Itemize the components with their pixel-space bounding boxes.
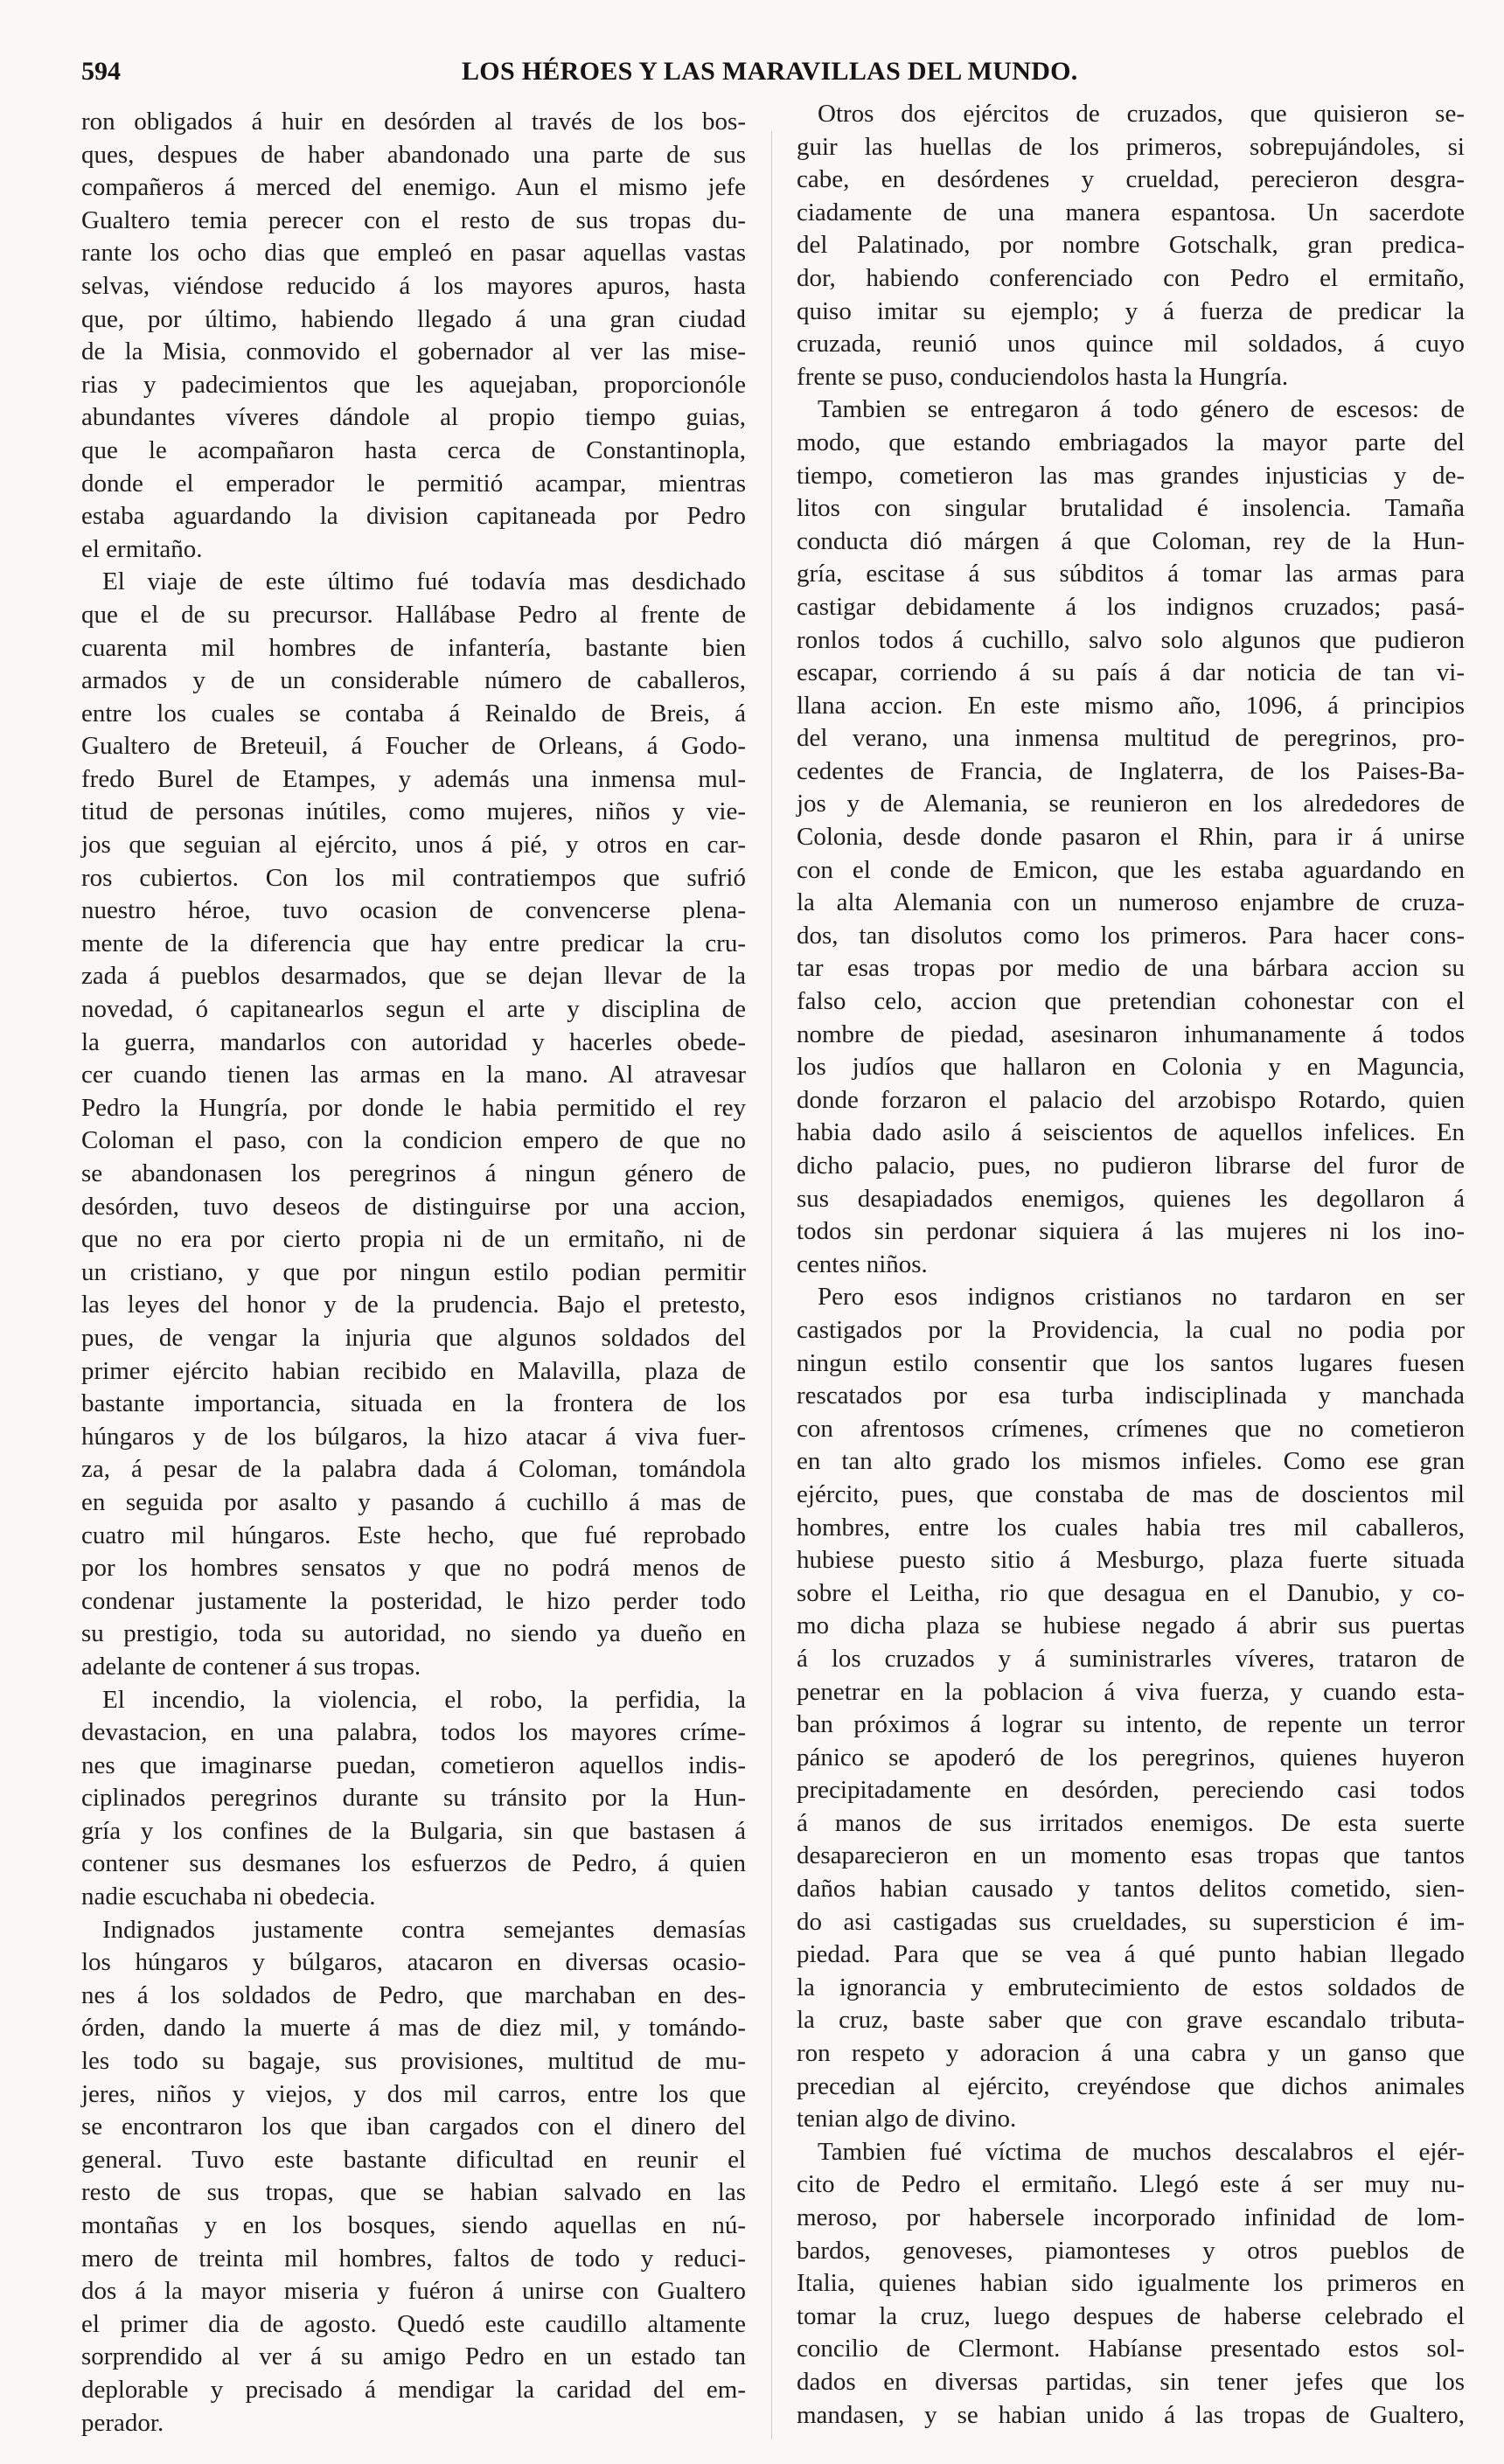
paragraph [797, 2136, 1465, 2432]
text-line: que no era por cierto propia ni de un ermitaño, ni de [81, 1225, 746, 1254]
text-line: pues, de vengar la injuria que algunos soldados del [81, 1323, 746, 1352]
text-line: húngaros y de los búlgaros, la hizo atacar á viva fuer- [81, 1422, 746, 1451]
text-line: los húngaros y búlgaros, atacaron en diversas ocasio- [81, 1948, 746, 1977]
text-line: ejército, pues, que constaba de mas de doscientos mil [797, 1479, 1465, 1508]
text-line: que, por último, habiendo llegado á una gran ciudad [81, 304, 746, 333]
text-line: Otros dos ejércitos de cruzados, que quisieron se- [818, 100, 1465, 128]
text-line: meroso, por habersele incorporado infinidad de lom- [797, 2203, 1465, 2231]
paragraph [797, 1281, 1465, 2135]
text-line: donde el emperador le permitió acampar, mientras [81, 469, 746, 498]
text-line: ningun estilo consentir que los santos lugares fuesen [797, 1348, 1465, 1377]
text-line: Coloman el paso, con la condicion empero de que no [81, 1126, 746, 1155]
text-line: centes niños. [797, 1249, 928, 1278]
text-line: guir las huellas de los primeros, sobrepujándoles, si [797, 132, 1465, 161]
text-line: un cristiano, y que por ningun estilo podian permitir [81, 1257, 746, 1286]
text-line: selvas, viéndose reducido á los mayores apuros, hasta [81, 271, 746, 300]
text-line: gría y los confines de la Bulgaria, sin que bastasen á [81, 1816, 746, 1845]
text-line: za, á pesar de la palabra dada á Coloman, tomándola [81, 1455, 746, 1484]
text-line: Gualtero temia perecer con el resto de sus tropas du- [81, 205, 746, 234]
text-line: gría, escitase á sus súbditos á tomar las armas para [797, 560, 1465, 588]
text-line: frente se puso, conduciendolos hasta la Hungría. [797, 362, 1289, 391]
text-line: nes á los soldados de Pedro, que marchaban en des- [81, 1980, 746, 2009]
text-line: el ermitaño. [81, 534, 203, 563]
text-line: contener sus desmanes los esfuerzos de Pedro, á quien [81, 1849, 746, 1878]
text-line: en tan alto grado los mismos infieles. Como ese gran [797, 1447, 1465, 1476]
text-line: Pedro la Hungría, por donde le habia permitido el rey [81, 1093, 746, 1122]
left-column [81, 106, 746, 2440]
text-line: cuatro mil húngaros. Este hecho, que fué reprobado [81, 1521, 746, 1549]
text-line: la alta Alemania con un numeroso enjambre de cruza- [797, 888, 1465, 917]
text-line: adelante de contener á sus tropas. [81, 1652, 421, 1681]
text-line: dicho palacio, pues, no pudieron librarse del furor de [797, 1152, 1465, 1180]
text-line: mandasen, y se habian unido á las tropas de Gualtero, [797, 2400, 1465, 2429]
text-line: con afrentosos crímenes, crímenes que no cometieron [797, 1414, 1465, 1443]
text-line: zada á pueblos desarmados, que se dejan llevar de la [81, 962, 746, 991]
text-line: fredo Burel de Etampes, y además una inmensa mul- [81, 764, 746, 793]
paragraph [797, 98, 1465, 393]
running-title: LOS HÉROES Y LAS MARAVILLAS DEL MUNDO. [462, 57, 1078, 86]
text-line: la cruz, baste saber que con grave escandalo tributa- [797, 2006, 1465, 2035]
text-line: nadie escuchaba ni obedecia. [81, 1883, 376, 1911]
text-line: Indignados justamente contra semejantes demasías [102, 1915, 746, 1944]
text-line: cabe, en desórdenes y crueldad, perecieron desgra- [797, 165, 1465, 194]
text-line: por los hombres sensatos y que no podrá menos de [81, 1554, 746, 1583]
text-line: estaba aguardando la division capitaneada por Pedro [81, 502, 746, 531]
text-line: precedian al ejército, creyéndose que dichos animales [797, 2071, 1465, 2100]
text-line: castigados por la Providencia, la cual no podia por [797, 1315, 1465, 1344]
text-line: las leyes del honor y de la prudencia. Bajo el pretesto, [81, 1291, 746, 1319]
text-line: devastacion, en una palabra, todos los mayores críme- [81, 1718, 746, 1747]
text-line: tenian algo de divino. [797, 2105, 1017, 2133]
text-line: novedad, ó capitanearlos segun el arte y disciplina de [81, 995, 746, 1024]
text-line: Tambien se entregaron á todo género de escesos: de [818, 395, 1465, 424]
text-line: nes que imaginarse puedan, cometieron aquellos indis- [81, 1751, 746, 1779]
column-divider [771, 131, 772, 2440]
text-line: bastante importancia, situada en la frontera de los [81, 1389, 746, 1418]
text-line: cuarenta mil hombres de infantería, bastante bien [81, 633, 746, 662]
text-line: litos con singular brutalidad é insolencia. Tamaña [797, 494, 1465, 523]
text-line: sus desapiadados enemigos, quienes les degollaron á [797, 1184, 1465, 1213]
text-line: pánico se apoderó de los peregrinos, quienes huyeron [797, 1743, 1465, 1771]
text-line: condenar justamente la posteridad, le hizo perder todo [81, 1586, 746, 1615]
text-line: penetrar en la poblacion á viva fuerza, y cuando esta- [797, 1677, 1465, 1706]
text-line: se abandonasen los peregrinos á ningun género de [81, 1159, 746, 1187]
text-line: á los cruzados y á suministrarles víveres, trataron de [797, 1644, 1465, 1673]
text-line: órden, dando la muerte á mas de diez mil, y tomándo- [81, 2014, 746, 2043]
text-line: con el conde de Emicon, que les estaba aguardando en [797, 855, 1465, 884]
text-line: rescatados por esa turba indisciplinada y manchada [797, 1382, 1465, 1410]
text-line: cer cuando tienen las armas en la mano. Al atravesar [81, 1061, 746, 1089]
text-line: rante los ocho dias que empleó en pasar aquellas vastas [81, 239, 746, 268]
text-line: dos, tan disolutos como los primeros. Para hacer cons- [797, 921, 1465, 950]
paragraph [81, 566, 746, 1683]
text-line: abundantes víveres dándole al propio tiempo guias, [81, 403, 746, 432]
text-line: resto de sus tropas, que se habian salvado en las [81, 2178, 746, 2207]
text-line: El viaje de este último fué todavía mas desdichado [102, 567, 746, 596]
text-line: cedentes de Francia, de Inglaterra, de los Paises-Ba- [797, 756, 1465, 785]
text-line: de la Misia, conmovido el gobernador al ver las mise- [81, 338, 746, 366]
text-line: compañeros á merced del enemigo. Aun el mismo jefe [81, 173, 746, 202]
text-line: bardos, genoveses, piamonteses y otros pueblos de [797, 2236, 1465, 2265]
text-line: su prestigio, toda su autoridad, no siendo ya dueño en [81, 1619, 746, 1648]
text-line: nuestro héroe, tuvo ocasion de convencerse plena- [81, 896, 746, 925]
text-line: castigar debidamente á los indignos cruzados; pasá- [797, 592, 1465, 621]
text-line: hombres, entre los cuales habia tres mil caballeros, [797, 1513, 1465, 1542]
paragraph [81, 106, 746, 566]
text-line: en seguida por asalto y pasando á cuchillo á mas de [81, 1487, 746, 1516]
text-line: dor, habiendo conferenciado con Pedro el ermitaño, [797, 263, 1465, 292]
paragraph [81, 1684, 746, 1914]
text-line: desórden, tuvo deseos de distinguirse por una accion, [81, 1192, 746, 1221]
text-line: cruzada, reunió unos quince mil soldados, á cuyo [797, 330, 1465, 358]
text-line: jos que seguian al ejército, unos á pié, y otros en car- [81, 831, 746, 860]
text-line: falso celo, accion que pretendian cohonestar con el [797, 987, 1465, 1016]
text-line: llana accion. En este mismo año, 1096, á principios [797, 691, 1465, 720]
text-line: Tambien fué víctima de muchos descalabros el ejér- [818, 2137, 1465, 2166]
text-line: conducta dió márgen á que Coloman, rey de la Hun- [797, 526, 1465, 555]
text-line: tar esas tropas por medio de una bárbara accion su [797, 954, 1465, 983]
text-line: perador. [81, 2408, 164, 2437]
text-line: El incendio, la violencia, el robo, la perfidia, la [102, 1685, 746, 1714]
text-line: deplorable y precisado á mendigar la caridad del em- [81, 2375, 746, 2404]
text-line: sorprendido al ver á su amigo Pedro en un estado tan [81, 2342, 746, 2371]
text-line: se encontraron los que iban cargados con el dinero del [81, 2112, 746, 2141]
text-line: á manos de sus irritados enemigos. De esta suerte [797, 1808, 1465, 1837]
text-line: primer ejército habian recibido en Malavilla, plaza de [81, 1356, 746, 1385]
text-line: armados y de un considerable número de caballeros, [81, 666, 746, 695]
text-line: nombre de piedad, asesinaron inhumanamente á todos [797, 1020, 1465, 1048]
text-line: el primer dia de agosto. Quedó este caudillo altamente [81, 2309, 746, 2338]
text-line: tomar la cruz, luego despues de haberse celebrado el [797, 2301, 1465, 2330]
text-line: general. Tuvo este bastante dificultad en reunir el [81, 2145, 746, 2174]
text-line: Colonia, desde donde pasaron el Rhin, para ir á unirse [797, 823, 1465, 852]
text-line: todos sin perdonar siquiera á las mujeres ni los ino- [797, 1217, 1465, 1246]
text-line: ques, despues de haber abandonado una parte de sus [81, 140, 746, 169]
text-line: habia dado asilo á seiscientos de aquellos infelices. En [797, 1118, 1465, 1147]
text-line: la ignorancia y embrutecimiento de estos soldados de [797, 1973, 1465, 2001]
text-line: montañas y en los bosques, siendo aquellas en nú- [81, 2211, 746, 2239]
text-line: ciplinados peregrinos durante su tránsito por la Hun- [81, 1784, 746, 1813]
text-line: mente de la diferencia que hay entre predicar la cru- [81, 929, 746, 957]
text-line: precipitadamente en desórden, pereciendo casi todos [797, 1776, 1465, 1805]
text-line: hubiese puesto sitio á Mesburgo, plaza fuerte situada [797, 1546, 1465, 1575]
text-line: dos á la mayor miseria y fuéron á unirse con Gualtero [81, 2277, 746, 2306]
text-line: ros cubiertos. Con los mil contratiempos que sufrió [81, 863, 746, 892]
paragraph [797, 393, 1465, 1281]
text-line: tiempo, cometieron las mas grandes injusticias y de- [797, 461, 1465, 490]
text-line: mero de treinta mil hombres, faltos de todo y reduci- [81, 2244, 746, 2273]
text-line: jos y de Alemania, se reunieron en los alrededores de [797, 790, 1465, 818]
text-line: do asi castigadas sus crueldades, su supersticion é im- [797, 1907, 1465, 1936]
text-line: desaparecieron en un momento esas tropas que tantos [797, 1841, 1465, 1870]
text-line: la guerra, mandarlos con autoridad y hacerles obede- [81, 1027, 746, 1056]
text-line: ron respeto y adoracion á una cabra y un ganso que [797, 2039, 1465, 2068]
text-line: titud de personas inútiles, como mujeres, niños y vie- [81, 797, 746, 826]
text-line: les todo su bagaje, sus provisiones, multitud de mu- [81, 2047, 746, 2076]
text-line: modo, que estando embriagados la mayor parte del [797, 428, 1465, 456]
text-line: que el de su precursor. Hallábase Pedro al frente de [81, 600, 746, 629]
text-line: Pero esos indignos cristianos no tardaron en ser [818, 1283, 1465, 1312]
text-line: piedad. Para que se vea á qué punto habian llegado [797, 1940, 1465, 1969]
text-line: del verano, una inmensa multitud de peregrinos, pro- [797, 724, 1465, 753]
text-line: ciadamente de una manera espantosa. Un sacerdote [797, 198, 1465, 226]
text-line: daños habian causado y tantos delitos cometido, sien- [797, 1875, 1465, 1904]
text-line: sobre el Leitha, rio que desagua en el Danubio, y co- [797, 1578, 1465, 1607]
text-line: escapar, corriendo á su país á dar noticia de tan vi- [797, 658, 1465, 687]
text-line: donde forzaron el palacio del arzobispo Rotardo, quien [797, 1085, 1465, 1114]
text-line: los judíos que hallaron en Colonia y en Maguncia, [797, 1053, 1465, 1082]
text-line: quiso imitar su ejemplo; y á fuerza de predicar la [797, 296, 1465, 325]
text-line: ronlos todos á cuchillo, salvo solo algunos que pudieron [797, 625, 1465, 654]
text-line: rias y padecimientos que les aquejaban, proporcionóle [81, 370, 746, 399]
text-line: dados en diversas partidas, sin tener jefes que los [797, 2367, 1465, 2396]
text-line: del Palatinado, por nombre Gotschalk, gran predica- [797, 231, 1465, 260]
paragraph [81, 1914, 746, 2440]
right-column [797, 98, 1465, 2432]
page-number: 594 [81, 57, 121, 86]
text-line: concilio de Clermont. Habíanse presentado estos sol- [797, 2335, 1465, 2363]
text-line: ban próximos á lograr su intento, de repente un terror [797, 1710, 1465, 1739]
text-line: mo dicha plaza se hubiese negado á abrir sus puertas [797, 1611, 1465, 1640]
text-line: ron obligados á huir en desórden al través de los bos- [81, 108, 746, 136]
text-line: cito de Pedro el ermitaño. Llegó este á ser muy nu- [797, 2170, 1465, 2199]
text-line: Italia, quienes habian sido igualmente los primeros en [797, 2269, 1465, 2298]
text-line: Gualtero de Breteuil, á Foucher de Orleans, á Godo- [81, 732, 746, 761]
text-line: jeres, niños y viejos, y dos mil carros, entre los que [81, 2079, 746, 2108]
text-line: que le acompañaron hasta cerca de Constantinopla, [81, 435, 746, 464]
text-line: entre los cuales se contaba á Reinaldo de Breis, á [81, 699, 746, 727]
